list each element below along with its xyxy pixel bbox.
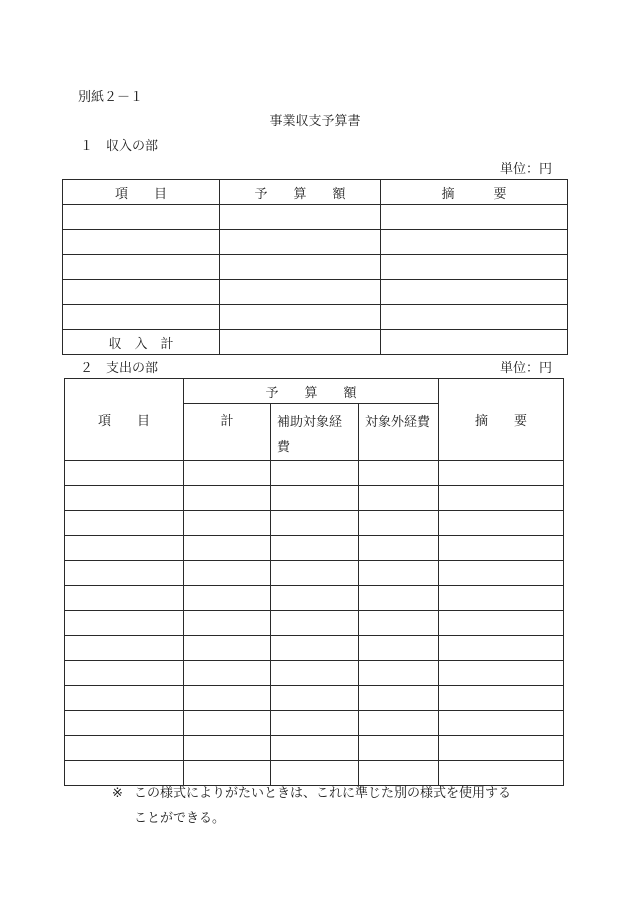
income-cell[interactable]: [220, 205, 381, 230]
expense-header-remarks: 摘 要: [439, 379, 564, 461]
expense-cell[interactable]: [184, 636, 271, 661]
expense-cell[interactable]: [439, 511, 564, 536]
expense-row: [65, 661, 564, 686]
expense-cell[interactable]: [271, 736, 359, 761]
income-cell[interactable]: [63, 280, 220, 305]
expense-subheader-eligible: 補助対象経費: [271, 404, 359, 461]
expense-cell[interactable]: [184, 561, 271, 586]
expense-row: [65, 511, 564, 536]
expense-row: [65, 586, 564, 611]
expense-cell[interactable]: [439, 611, 564, 636]
expense-row: [65, 711, 564, 736]
income-cell[interactable]: [381, 230, 568, 255]
expense-cell[interactable]: [271, 486, 359, 511]
expense-cell[interactable]: [271, 686, 359, 711]
expense-cell[interactable]: [65, 686, 184, 711]
expense-cell[interactable]: [65, 586, 184, 611]
expense-cell[interactable]: [359, 511, 439, 536]
reference-mark: ※: [112, 786, 123, 801]
income-section-heading: １ 収入の部: [80, 139, 159, 154]
income-unit-label: 単位：円: [499, 162, 552, 177]
expense-cell[interactable]: [439, 686, 564, 711]
expense-row: [65, 686, 564, 711]
income-row: [63, 205, 568, 230]
income-header-remarks: 摘 要: [381, 180, 568, 205]
expense-cell[interactable]: [271, 561, 359, 586]
income-cell[interactable]: [63, 205, 220, 230]
expense-cell[interactable]: [359, 486, 439, 511]
income-total-remarks[interactable]: [381, 330, 568, 355]
expense-row: [65, 461, 564, 486]
expense-row: [65, 611, 564, 636]
income-table: [62, 179, 568, 355]
expense-cell[interactable]: [439, 461, 564, 486]
expense-cell[interactable]: [184, 486, 271, 511]
income-row: [63, 230, 568, 255]
expense-table: [64, 378, 564, 786]
expense-cell[interactable]: [184, 536, 271, 561]
expense-cell[interactable]: [359, 561, 439, 586]
footnote-line-2: ことができる。: [134, 811, 226, 826]
expense-cell[interactable]: [271, 586, 359, 611]
income-total-label: 収 入 計: [63, 330, 220, 355]
income-cell[interactable]: [381, 255, 568, 280]
expense-cell[interactable]: [184, 511, 271, 536]
expense-cell[interactable]: [359, 686, 439, 711]
expense-cell[interactable]: [271, 536, 359, 561]
expense-row: [65, 636, 564, 661]
footnote: [112, 781, 511, 831]
expense-cell[interactable]: [184, 586, 271, 611]
expense-row: [65, 536, 564, 561]
income-total-amount[interactable]: [220, 330, 381, 355]
expense-cell[interactable]: [439, 486, 564, 511]
expense-cell[interactable]: [359, 611, 439, 636]
expense-cell[interactable]: [65, 536, 184, 561]
expense-subheader-ineligible: 対象外経費: [359, 404, 439, 461]
income-cell[interactable]: [63, 255, 220, 280]
income-row: [63, 280, 568, 305]
income-cell[interactable]: [220, 280, 381, 305]
expense-cell[interactable]: [65, 661, 184, 686]
expense-cell[interactable]: [359, 661, 439, 686]
expense-cell[interactable]: [184, 461, 271, 486]
income-header-row: [63, 180, 568, 205]
income-header-item: 項 目: [63, 180, 220, 205]
footnote-text-1: この様式によりがたいときは、これに準じた別の様式を使用する: [134, 786, 512, 801]
expense-unit-label: 単位：円: [499, 361, 552, 376]
document-title: 事業収支予算書: [269, 114, 361, 129]
expense-cell[interactable]: [359, 736, 439, 761]
expense-cell[interactable]: [271, 661, 359, 686]
expense-cell[interactable]: [359, 536, 439, 561]
footnote-line-1: [112, 781, 511, 806]
expense-cell[interactable]: [439, 561, 564, 586]
expense-cell[interactable]: [184, 711, 271, 736]
income-cell[interactable]: [220, 255, 381, 280]
expense-cell[interactable]: [271, 711, 359, 736]
expense-cell[interactable]: [184, 661, 271, 686]
expense-row: [65, 736, 564, 761]
income-cell[interactable]: [220, 305, 381, 330]
expense-cell[interactable]: [65, 461, 184, 486]
expense-cell[interactable]: [184, 611, 271, 636]
expense-cell[interactable]: [65, 736, 184, 761]
expense-cell[interactable]: [65, 611, 184, 636]
expense-table-body: [65, 461, 564, 786]
expense-cell[interactable]: [184, 686, 271, 711]
expense-header-budget: 予 算 額: [184, 379, 439, 404]
income-cell[interactable]: [381, 305, 568, 330]
expense-subheader-total: 計: [184, 404, 271, 461]
expense-section-heading: ２ 支出の部: [80, 361, 159, 376]
expense-header-row-1: [65, 379, 564, 404]
expense-cell[interactable]: [439, 536, 564, 561]
expense-cell[interactable]: [359, 461, 439, 486]
income-cell[interactable]: [220, 230, 381, 255]
expense-cell[interactable]: [184, 736, 271, 761]
attachment-label: 別紙２－１: [78, 90, 144, 105]
income-cell[interactable]: [381, 280, 568, 305]
expense-row: [65, 486, 564, 511]
income-total-row: [63, 330, 568, 355]
expense-cell[interactable]: [65, 711, 184, 736]
expense-cell[interactable]: [439, 636, 564, 661]
income-cell[interactable]: [63, 305, 220, 330]
expense-row: [65, 561, 564, 586]
expense-cell[interactable]: [359, 711, 439, 736]
income-row: [63, 305, 568, 330]
expense-cell[interactable]: [359, 586, 439, 611]
expense-header-item: 項 目: [65, 379, 184, 461]
expense-cell[interactable]: [439, 736, 564, 761]
income-header-budget: 予 算 額: [220, 180, 381, 205]
expense-cell[interactable]: [65, 636, 184, 661]
expense-cell[interactable]: [359, 636, 439, 661]
expense-cell[interactable]: [65, 486, 184, 511]
expense-cell[interactable]: [271, 461, 359, 486]
expense-cell[interactable]: [65, 561, 184, 586]
expense-cell[interactable]: [271, 611, 359, 636]
expense-cell[interactable]: [439, 661, 564, 686]
income-cell[interactable]: [63, 230, 220, 255]
expense-cell[interactable]: [439, 711, 564, 736]
income-cell[interactable]: [381, 205, 568, 230]
expense-cell[interactable]: [439, 586, 564, 611]
income-row: [63, 255, 568, 280]
expense-cell[interactable]: [271, 636, 359, 661]
expense-cell[interactable]: [271, 511, 359, 536]
expense-cell[interactable]: [65, 511, 184, 536]
